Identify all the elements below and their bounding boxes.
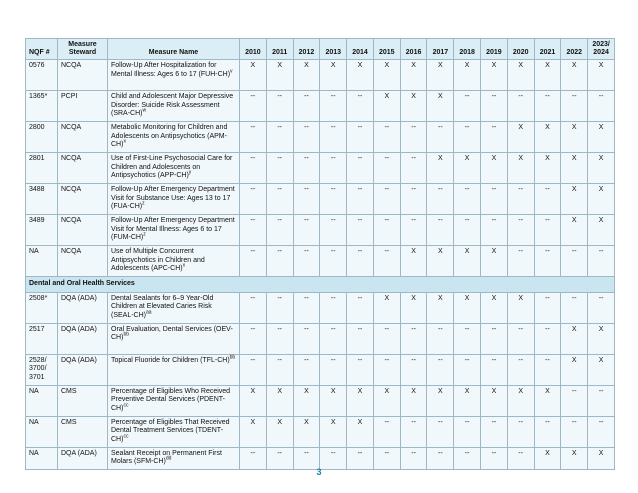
year-value-cell: X: [507, 153, 534, 184]
footnote-marker: z: [142, 200, 145, 207]
year-value-cell: --: [240, 184, 267, 215]
year-value-cell: --: [454, 354, 481, 385]
year-value-cell: X: [266, 60, 293, 91]
year-value-cell: --: [534, 215, 561, 246]
year-value-cell: --: [427, 215, 454, 246]
year-value-cell: --: [588, 416, 615, 447]
year-value-cell: --: [400, 416, 427, 447]
header-year: 2011: [266, 39, 293, 60]
year-value-cell: X: [481, 153, 508, 184]
year-value-cell: --: [266, 246, 293, 277]
year-value-cell: X: [481, 292, 508, 323]
year-value-cell: X: [507, 122, 534, 153]
year-value-cell: X: [347, 385, 374, 416]
table-row: [26, 60, 615, 91]
year-value-cell: --: [534, 354, 561, 385]
footnote-marker: aa: [146, 309, 152, 316]
year-value-cell: --: [240, 215, 267, 246]
nqf-cell: 3489: [26, 215, 58, 246]
measure-name-cell: [108, 91, 240, 122]
year-value-cell: --: [427, 354, 454, 385]
year-value-cell: --: [373, 153, 400, 184]
year-value-cell: --: [347, 122, 374, 153]
year-value-cell: --: [427, 416, 454, 447]
nqf-cell: 2528/ 3700/ 3701: [26, 354, 58, 385]
year-value-cell: X: [400, 91, 427, 122]
year-value-cell: --: [240, 354, 267, 385]
year-value-cell: X: [561, 323, 588, 354]
year-value-cell: --: [293, 323, 320, 354]
steward-cell: NCQA: [58, 60, 108, 91]
year-value-cell: --: [293, 215, 320, 246]
measure-name-cell: [108, 292, 240, 323]
year-value-cell: --: [266, 153, 293, 184]
steward-cell: NCQA: [58, 184, 108, 215]
nqf-cell: NA: [26, 385, 58, 416]
year-value-cell: X: [373, 60, 400, 91]
year-value-cell: X: [588, 122, 615, 153]
year-value-cell: X: [373, 385, 400, 416]
nqf-cell: NA: [26, 447, 58, 469]
year-value-cell: --: [293, 246, 320, 277]
header-year: 2013: [320, 39, 347, 60]
measures-table-container: [25, 38, 615, 470]
year-value-cell: --: [266, 323, 293, 354]
table-body-behavioral: [26, 60, 615, 277]
year-value-cell: X: [427, 292, 454, 323]
table-row: [26, 91, 615, 122]
year-value-cell: --: [240, 153, 267, 184]
year-value-cell: --: [507, 416, 534, 447]
measure-name-text: Dental Sealants for 6–9 Year-Old Children at Elevated Caries Risk (SEAL-CH): [111, 294, 214, 319]
year-value-cell: X: [454, 60, 481, 91]
year-value-cell: --: [347, 354, 374, 385]
year-value-cell: --: [320, 292, 347, 323]
footnote-marker: w: [142, 107, 147, 114]
year-value-cell: --: [347, 447, 374, 469]
year-value-cell: --: [561, 385, 588, 416]
steward-cell: NCQA: [58, 122, 108, 153]
year-value-cell: X: [427, 246, 454, 277]
table-row: [26, 447, 615, 469]
year-value-cell: --: [347, 292, 374, 323]
measure-name-cell: [108, 184, 240, 215]
year-value-cell: --: [320, 323, 347, 354]
year-value-cell: X: [400, 385, 427, 416]
year-value-cell: --: [454, 122, 481, 153]
year-value-cell: --: [320, 122, 347, 153]
measure-name-text: Follow-Up After Hospitalization for Mental Illness: Ages 6 to 17 (FUH-CH): [111, 62, 231, 78]
nqf-cell: NA: [26, 246, 58, 277]
header-measure-name: Measure Name: [108, 39, 240, 60]
measure-name-cell: [108, 153, 240, 184]
year-value-cell: --: [588, 246, 615, 277]
year-value-cell: --: [293, 122, 320, 153]
year-value-cell: --: [481, 215, 508, 246]
measure-name-text: Use of First-Line Psychosocial Care for Children and Adolescents on Antipsychotics (APP-CH): [111, 155, 233, 180]
year-value-cell: --: [266, 184, 293, 215]
year-value-cell: --: [507, 323, 534, 354]
header-year: 2012: [293, 39, 320, 60]
header-year: 2014: [347, 39, 374, 60]
footnote-marker: bb: [123, 331, 130, 338]
footnote-marker: v: [230, 68, 233, 75]
year-value-cell: X: [427, 153, 454, 184]
year-value-cell: X: [454, 153, 481, 184]
year-value-cell: X: [454, 385, 481, 416]
measure-name-cell: [108, 60, 240, 91]
year-value-cell: --: [373, 447, 400, 469]
nqf-cell: 1365*: [26, 91, 58, 122]
measure-name-cell: [108, 122, 240, 153]
year-value-cell: --: [454, 91, 481, 122]
year-value-cell: --: [240, 91, 267, 122]
year-value-cell: X: [266, 416, 293, 447]
year-value-cell: X: [320, 416, 347, 447]
year-value-cell: X: [427, 60, 454, 91]
year-value-cell: --: [240, 246, 267, 277]
nqf-cell: 2517: [26, 323, 58, 354]
table-row: [26, 292, 615, 323]
year-value-cell: --: [293, 184, 320, 215]
year-value-cell: --: [481, 91, 508, 122]
year-value-cell: X: [293, 60, 320, 91]
measure-name-text: Metabolic Monitoring for Children and Adolescents on Antipsychotics (APM-CH): [111, 124, 228, 149]
year-value-cell: X: [561, 153, 588, 184]
year-value-cell: --: [293, 447, 320, 469]
nqf-cell: 2508*: [26, 292, 58, 323]
steward-cell: DQA (ADA): [58, 323, 108, 354]
year-value-cell: --: [427, 184, 454, 215]
table-row: [26, 323, 615, 354]
year-value-cell: --: [240, 323, 267, 354]
header-year: 2021: [534, 39, 561, 60]
year-value-cell: X: [588, 215, 615, 246]
year-value-cell: X: [507, 292, 534, 323]
year-value-cell: X: [507, 60, 534, 91]
year-value-cell: X: [320, 385, 347, 416]
year-value-cell: --: [561, 292, 588, 323]
section-row: [26, 277, 615, 293]
year-value-cell: X: [534, 122, 561, 153]
year-value-cell: --: [534, 292, 561, 323]
year-value-cell: --: [481, 184, 508, 215]
page-number: 3: [316, 467, 322, 477]
year-value-cell: --: [373, 354, 400, 385]
measure-name-cell: [108, 215, 240, 246]
year-value-cell: --: [534, 246, 561, 277]
year-value-cell: --: [347, 323, 374, 354]
year-value-cell: X: [240, 60, 267, 91]
table-row: [26, 385, 615, 416]
header-year: 2023/ 2024: [588, 39, 615, 60]
table-header: [26, 39, 615, 60]
footnote-marker: dd: [165, 455, 172, 462]
measures-table: [25, 38, 615, 470]
table-row: [26, 416, 615, 447]
year-value-cell: --: [400, 323, 427, 354]
year-value-cell: --: [373, 215, 400, 246]
year-value-cell: --: [320, 246, 347, 277]
year-value-cell: --: [347, 91, 374, 122]
year-value-cell: X: [293, 416, 320, 447]
year-value-cell: X: [293, 385, 320, 416]
footnote-marker: cc: [123, 402, 129, 409]
year-value-cell: X: [561, 184, 588, 215]
year-value-cell: --: [400, 184, 427, 215]
year-value-cell: --: [347, 246, 374, 277]
year-value-cell: X: [588, 447, 615, 469]
year-value-cell: --: [507, 447, 534, 469]
steward-cell: CMS: [58, 416, 108, 447]
year-value-cell: --: [320, 184, 347, 215]
year-value-cell: --: [588, 91, 615, 122]
year-value-cell: X: [534, 60, 561, 91]
measure-name-text: Follow-Up After Emergency Department Visit for Substance Use: Ages 13 to 17 (FUA-CH): [111, 186, 235, 211]
year-value-cell: --: [293, 354, 320, 385]
year-value-cell: --: [347, 153, 374, 184]
year-value-cell: --: [400, 354, 427, 385]
year-value-cell: --: [320, 215, 347, 246]
year-value-cell: --: [400, 153, 427, 184]
year-value-cell: X: [347, 416, 374, 447]
year-value-cell: X: [240, 416, 267, 447]
section-row-group: [26, 277, 615, 293]
table-row: [26, 354, 615, 385]
year-value-cell: --: [320, 447, 347, 469]
year-value-cell: X: [481, 385, 508, 416]
year-value-cell: --: [507, 246, 534, 277]
steward-cell: PCPI: [58, 91, 108, 122]
year-value-cell: X: [400, 60, 427, 91]
table-row: [26, 215, 615, 246]
year-value-cell: --: [320, 153, 347, 184]
steward-cell: DQA (ADA): [58, 354, 108, 385]
nqf-cell: 2800: [26, 122, 58, 153]
year-value-cell: --: [454, 184, 481, 215]
steward-cell: NCQA: [58, 246, 108, 277]
year-value-cell: --: [588, 385, 615, 416]
steward-cell: DQA (ADA): [58, 292, 108, 323]
year-value-cell: X: [240, 385, 267, 416]
year-value-cell: X: [373, 91, 400, 122]
year-value-cell: --: [534, 91, 561, 122]
year-value-cell: X: [481, 246, 508, 277]
year-value-cell: X: [400, 246, 427, 277]
year-value-cell: --: [373, 246, 400, 277]
year-value-cell: X: [400, 292, 427, 323]
year-value-cell: X: [534, 153, 561, 184]
table-row: [26, 153, 615, 184]
header-year: 2022: [561, 39, 588, 60]
year-value-cell: --: [373, 122, 400, 153]
year-value-cell: --: [320, 91, 347, 122]
year-value-cell: --: [427, 122, 454, 153]
year-value-cell: --: [561, 91, 588, 122]
table-row: [26, 246, 615, 277]
footnote-marker: z: [143, 231, 146, 238]
steward-cell: NCQA: [58, 153, 108, 184]
year-value-cell: --: [400, 447, 427, 469]
header-year: 2015: [373, 39, 400, 60]
nqf-cell: 0576: [26, 60, 58, 91]
year-value-cell: --: [427, 447, 454, 469]
year-value-cell: --: [400, 122, 427, 153]
year-value-cell: --: [481, 323, 508, 354]
steward-cell: CMS: [58, 385, 108, 416]
year-value-cell: --: [534, 416, 561, 447]
year-value-cell: --: [266, 354, 293, 385]
year-value-cell: X: [561, 215, 588, 246]
year-value-cell: X: [561, 122, 588, 153]
year-value-cell: X: [534, 447, 561, 469]
header-year: 2017: [427, 39, 454, 60]
year-value-cell: --: [266, 122, 293, 153]
year-value-cell: --: [454, 447, 481, 469]
measure-name-text: Topical Fluoride for Children (TFL-CH): [111, 356, 230, 364]
year-value-cell: X: [588, 153, 615, 184]
year-value-cell: --: [347, 215, 374, 246]
measure-name-cell: [108, 447, 240, 469]
steward-cell: DQA (ADA): [58, 447, 108, 469]
nqf-cell: 2801: [26, 153, 58, 184]
year-value-cell: --: [561, 416, 588, 447]
footnote-marker: y: [188, 169, 192, 176]
year-value-cell: X: [561, 447, 588, 469]
year-value-cell: --: [481, 354, 508, 385]
year-value-cell: X: [347, 60, 374, 91]
year-value-cell: --: [373, 323, 400, 354]
year-value-cell: X: [588, 354, 615, 385]
footnote-marker: x: [182, 262, 186, 269]
year-value-cell: --: [266, 91, 293, 122]
measure-name-text: Use of Multiple Concurrent Antipsychotics in Children and Adolescents (APC-CH): [111, 248, 205, 273]
year-value-cell: --: [373, 184, 400, 215]
measure-name-text: Oral Evaluation, Dental Services (OEV-CH): [111, 325, 233, 342]
year-value-cell: --: [507, 354, 534, 385]
year-value-cell: X: [427, 385, 454, 416]
year-value-cell: X: [507, 385, 534, 416]
year-value-cell: X: [588, 184, 615, 215]
header-year: 2016: [400, 39, 427, 60]
year-value-cell: --: [240, 292, 267, 323]
year-value-cell: --: [454, 416, 481, 447]
year-value-cell: --: [507, 215, 534, 246]
year-value-cell: --: [534, 184, 561, 215]
year-value-cell: X: [561, 60, 588, 91]
year-value-cell: --: [266, 215, 293, 246]
year-value-cell: --: [240, 122, 267, 153]
footnote-marker: bb: [229, 354, 236, 361]
year-value-cell: --: [454, 323, 481, 354]
year-value-cell: --: [347, 184, 374, 215]
measure-name-text: Sealant Receipt on Permanent First Molars (SFM-CH): [111, 449, 222, 466]
measure-name-cell: [108, 354, 240, 385]
year-value-cell: X: [427, 91, 454, 122]
measure-name-cell: [108, 385, 240, 416]
year-value-cell: --: [293, 292, 320, 323]
measure-name-cell: [108, 416, 240, 447]
year-value-cell: --: [293, 91, 320, 122]
year-value-cell: --: [240, 447, 267, 469]
year-value-cell: --: [400, 215, 427, 246]
header-steward: Measure Steward: [58, 39, 108, 60]
header-year: 2010: [240, 39, 267, 60]
section-title: Dental and Oral Health Services: [26, 277, 615, 293]
footnote-marker: x: [123, 138, 126, 145]
header-year: 2020: [507, 39, 534, 60]
measure-name-text: Percentage of Eligibles That Received Dental Treatment Services (TDENT-CH): [111, 418, 230, 443]
year-value-cell: --: [588, 292, 615, 323]
year-value-cell: X: [454, 246, 481, 277]
year-value-cell: --: [427, 323, 454, 354]
measure-name-cell: [108, 246, 240, 277]
header-nqf: NQF #: [26, 39, 58, 60]
table-row: [26, 184, 615, 215]
year-value-cell: --: [293, 153, 320, 184]
nqf-cell: NA: [26, 416, 58, 447]
year-value-cell: X: [561, 354, 588, 385]
year-value-cell: --: [481, 122, 508, 153]
year-value-cell: X: [588, 60, 615, 91]
year-value-cell: X: [588, 323, 615, 354]
year-value-cell: --: [320, 354, 347, 385]
table-body-dental: [26, 292, 615, 469]
measure-name-text: Percentage of Eligibles Who Received Preventive Dental Services (PDENT-CH): [111, 387, 231, 412]
header-row: [26, 39, 615, 60]
year-value-cell: --: [266, 292, 293, 323]
header-year: 2018: [454, 39, 481, 60]
year-value-cell: X: [373, 292, 400, 323]
year-value-cell: --: [373, 416, 400, 447]
year-value-cell: --: [481, 416, 508, 447]
year-value-cell: --: [507, 184, 534, 215]
year-value-cell: --: [481, 447, 508, 469]
year-value-cell: X: [481, 60, 508, 91]
year-value-cell: X: [534, 385, 561, 416]
year-value-cell: --: [454, 215, 481, 246]
steward-cell: NCQA: [58, 215, 108, 246]
measure-name-cell: [108, 323, 240, 354]
year-value-cell: --: [507, 91, 534, 122]
year-value-cell: --: [266, 447, 293, 469]
nqf-cell: 3488: [26, 184, 58, 215]
year-value-cell: X: [320, 60, 347, 91]
year-value-cell: X: [266, 385, 293, 416]
measure-name-text: Child and Adolescent Major Depressive Disorder: Suicide Risk Assessment (SRA-CH): [111, 93, 234, 118]
header-year: 2019: [481, 39, 508, 60]
measure-name-text: Follow-Up After Emergency Department Visit for Mental Illness: Ages 6 to 17 (FUM-CH): [111, 217, 235, 242]
year-value-cell: X: [454, 292, 481, 323]
year-value-cell: --: [534, 323, 561, 354]
table-row: [26, 122, 615, 153]
year-value-cell: --: [561, 246, 588, 277]
footnote-marker: cc: [123, 433, 129, 440]
